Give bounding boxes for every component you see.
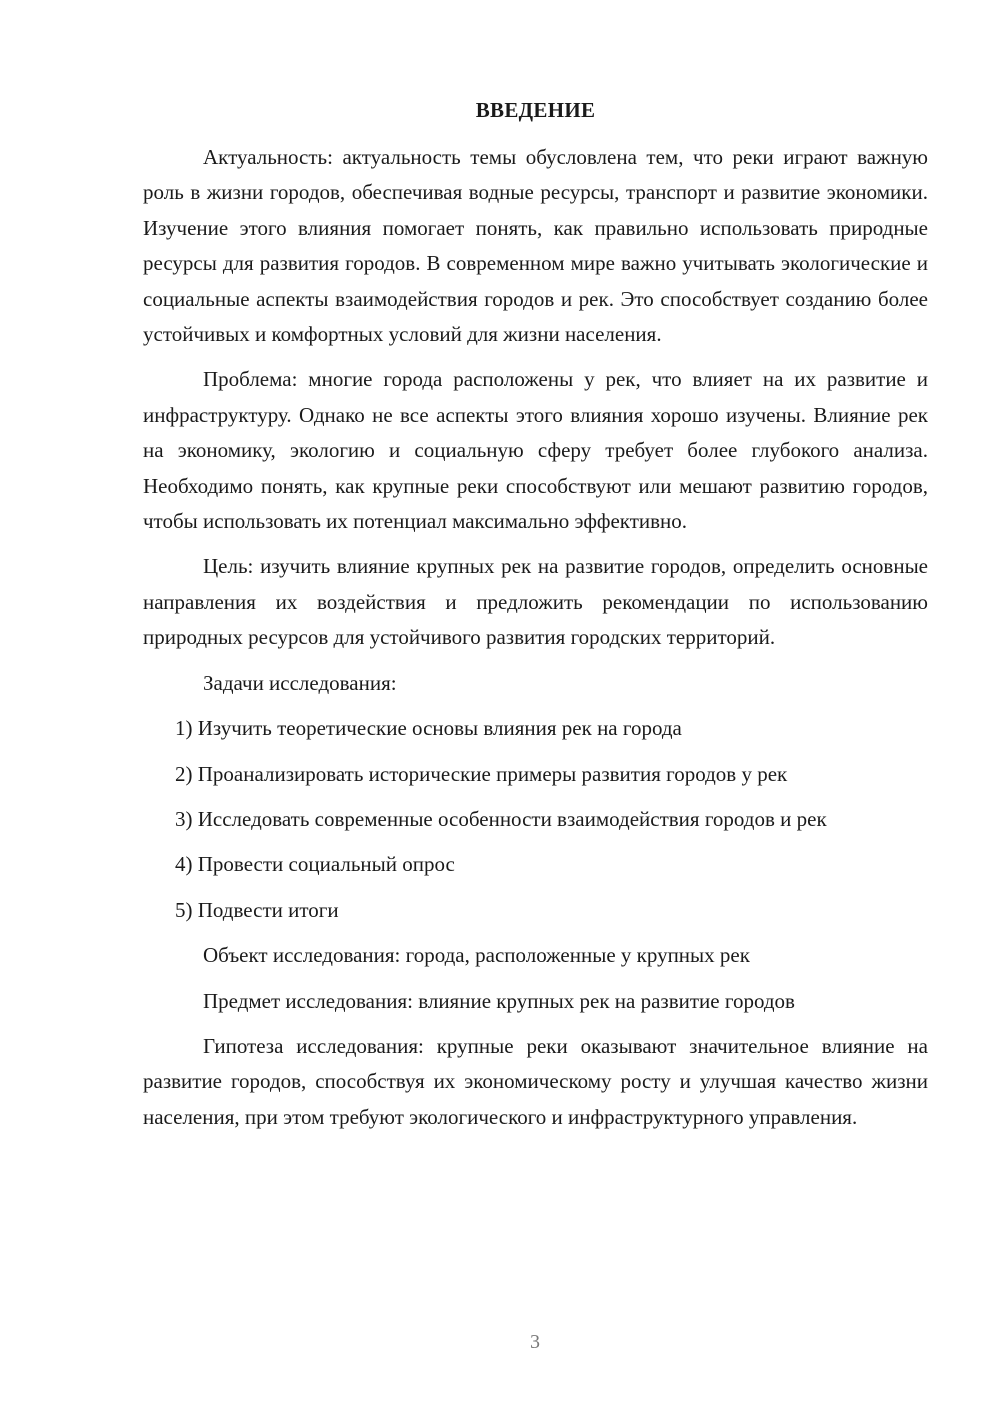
page-number: 3	[530, 1331, 540, 1353]
tasks-heading: Задачи исследования:	[203, 670, 397, 695]
task-item-5: 5) Подвести итоги	[175, 897, 339, 922]
relevance-paragraph: Актуальность: актуальность темы обусловлена тем, что реки играют важную роль в жизни городов, обеспечивая водные ресурсы, транспорт и развитие экономики. Изучение этого влияния помогает понять, как правильно использовать природные ресурсы для развития городов. В современном мире важно учитывать экологические и социальные аспекты взаимодействия городов и рек. Это способствует созданию более устойчивых и комфортных условий для жизни населения.	[143, 145, 928, 347]
problem-paragraph: Проблема: многие города расположены у рек, что влияет на их развитие и инфраструктуру. Однако не все аспекты этого влияния хорошо изучены. Влияние рек на экономику, экологию и социальную сферу требует более глубокого анализа. Необходимо понять, как крупные реки способствуют или мешают развитию городов, чтобы использовать их потенциал максимально эффективно.	[143, 367, 928, 534]
task-item-4: 4) Провести социальный опрос	[175, 852, 455, 877]
page-title: ВВЕДЕНИЕ	[475, 98, 596, 122]
research-object: Объект исследования: города, расположенные у крупных рек	[203, 943, 750, 968]
task-item-3: 3) Исследовать современные особенности взаимодействия городов и рек	[175, 806, 827, 831]
page-content	[143, 93, 928, 1145]
hypothesis-paragraph: Гипотеза исследования: крупные реки оказывают значительное влияние на развитие городов, способствуя их экономическому росту и улучшая качество жизни населения, при этом требуют экологического и инфраструктурного управления.	[143, 1033, 928, 1129]
research-subject: Предмет исследования: влияние крупных рек на развитие городов	[203, 988, 795, 1013]
task-item-2: 2) Проанализировать исторические примеры развития городов у рек	[175, 761, 788, 786]
goal-paragraph: Цель: изучить влияние крупных рек на развитие городов, определить основные направления их воздействия и предложить рекомендации по использованию природных ресурсов для устойчивого развития городских территорий.	[143, 554, 928, 650]
task-item-1: 1) Изучить теоретические основы влияния рек на города	[175, 716, 682, 741]
